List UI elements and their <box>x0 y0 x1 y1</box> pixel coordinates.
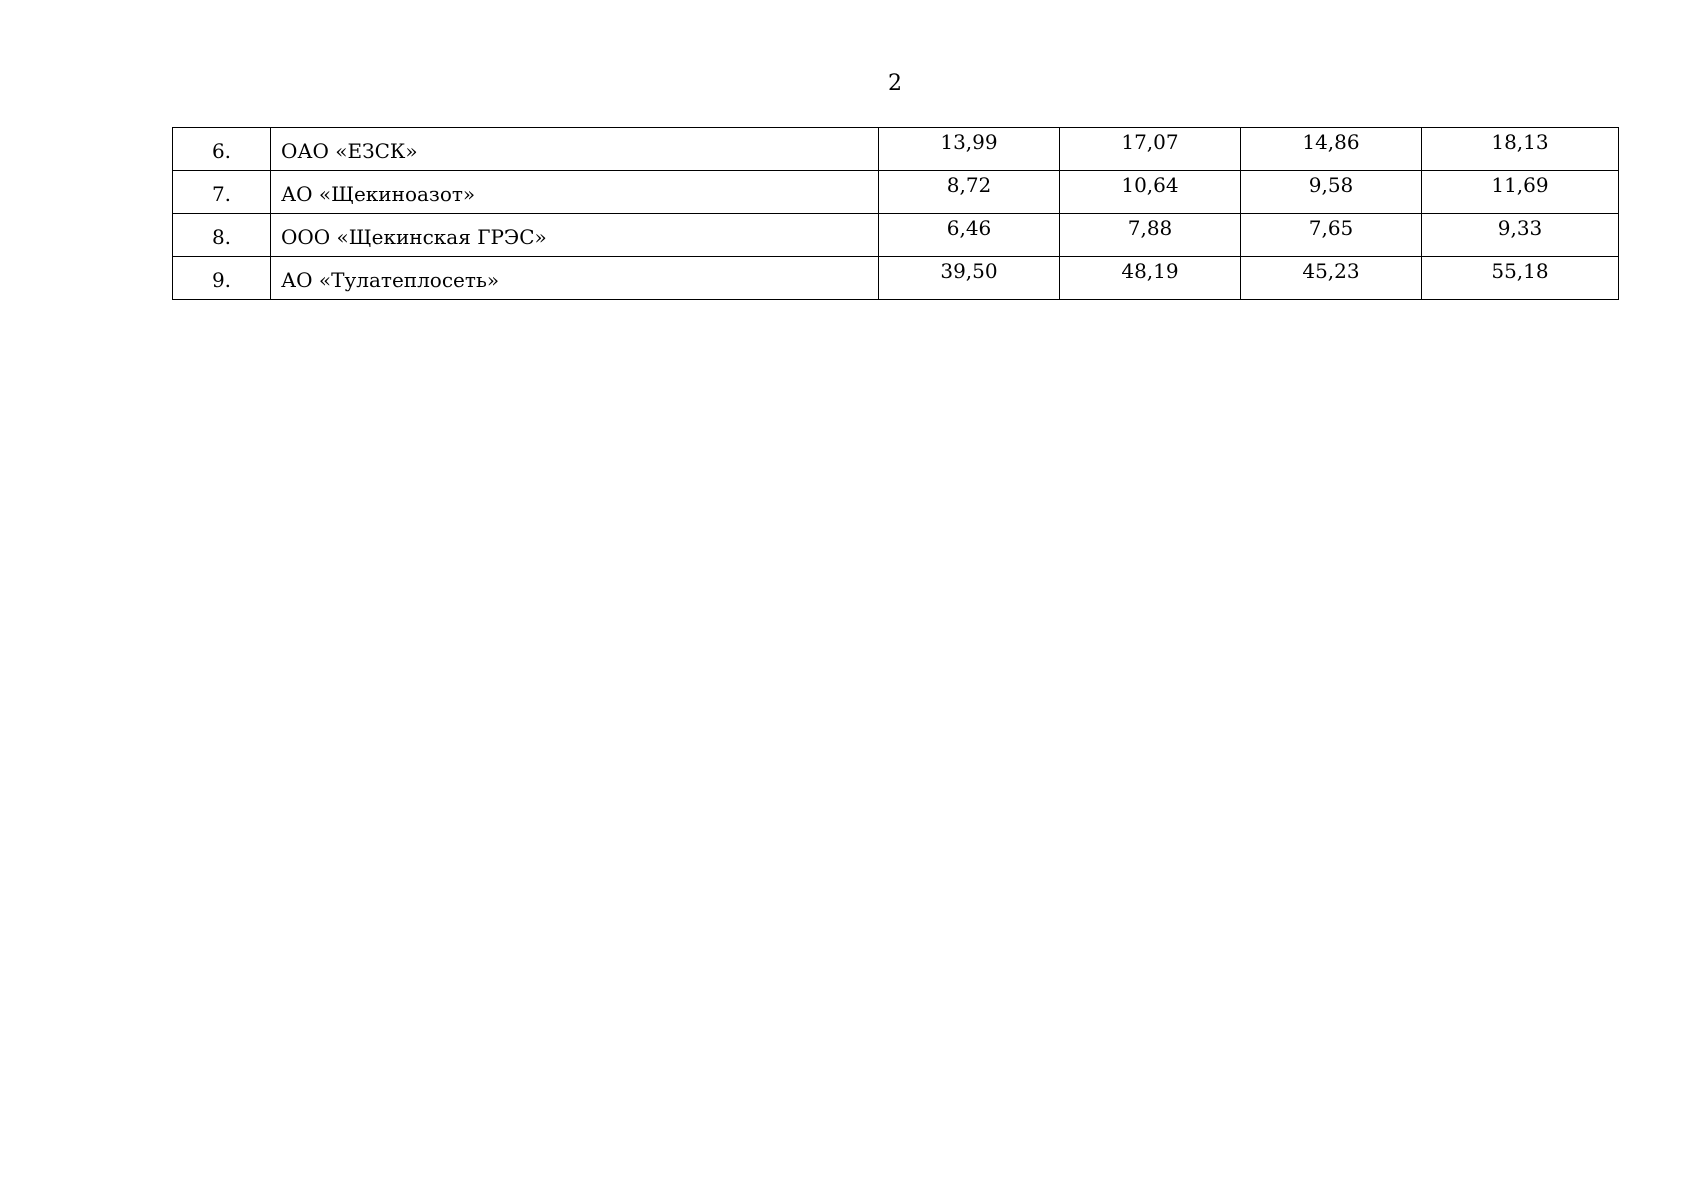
value-cell: 55,18 <box>1422 257 1619 300</box>
tariff-table <box>172 127 1619 300</box>
value-cell: 48,19 <box>1060 257 1241 300</box>
value-cell: 14,86 <box>1241 128 1422 171</box>
value-cell: 18,13 <box>1422 128 1619 171</box>
page-number: 2 <box>888 71 902 96</box>
table-row <box>173 257 1619 300</box>
value-cell: 45,23 <box>1241 257 1422 300</box>
organization-name: АО «Тулатеплосеть» <box>271 257 879 300</box>
organization-name: ОАО «ЕЗСК» <box>271 128 879 171</box>
value-cell: 13,99 <box>879 128 1060 171</box>
value-cell: 9,33 <box>1422 214 1619 257</box>
row-number: 9. <box>173 257 271 300</box>
value-cell: 9,58 <box>1241 171 1422 214</box>
row-number: 8. <box>173 214 271 257</box>
value-cell: 10,64 <box>1060 171 1241 214</box>
table-row <box>173 171 1619 214</box>
row-number: 7. <box>173 171 271 214</box>
table-row <box>173 128 1619 171</box>
value-cell: 7,88 <box>1060 214 1241 257</box>
value-cell: 7,65 <box>1241 214 1422 257</box>
value-cell: 17,07 <box>1060 128 1241 171</box>
table-row <box>173 214 1619 257</box>
value-cell: 39,50 <box>879 257 1060 300</box>
value-cell: 11,69 <box>1422 171 1619 214</box>
row-number: 6. <box>173 128 271 171</box>
organization-name: ООО «Щекинская ГРЭС» <box>271 214 879 257</box>
value-cell: 8,72 <box>879 171 1060 214</box>
organization-name: АО «Щекиноазот» <box>271 171 879 214</box>
value-cell: 6,46 <box>879 214 1060 257</box>
